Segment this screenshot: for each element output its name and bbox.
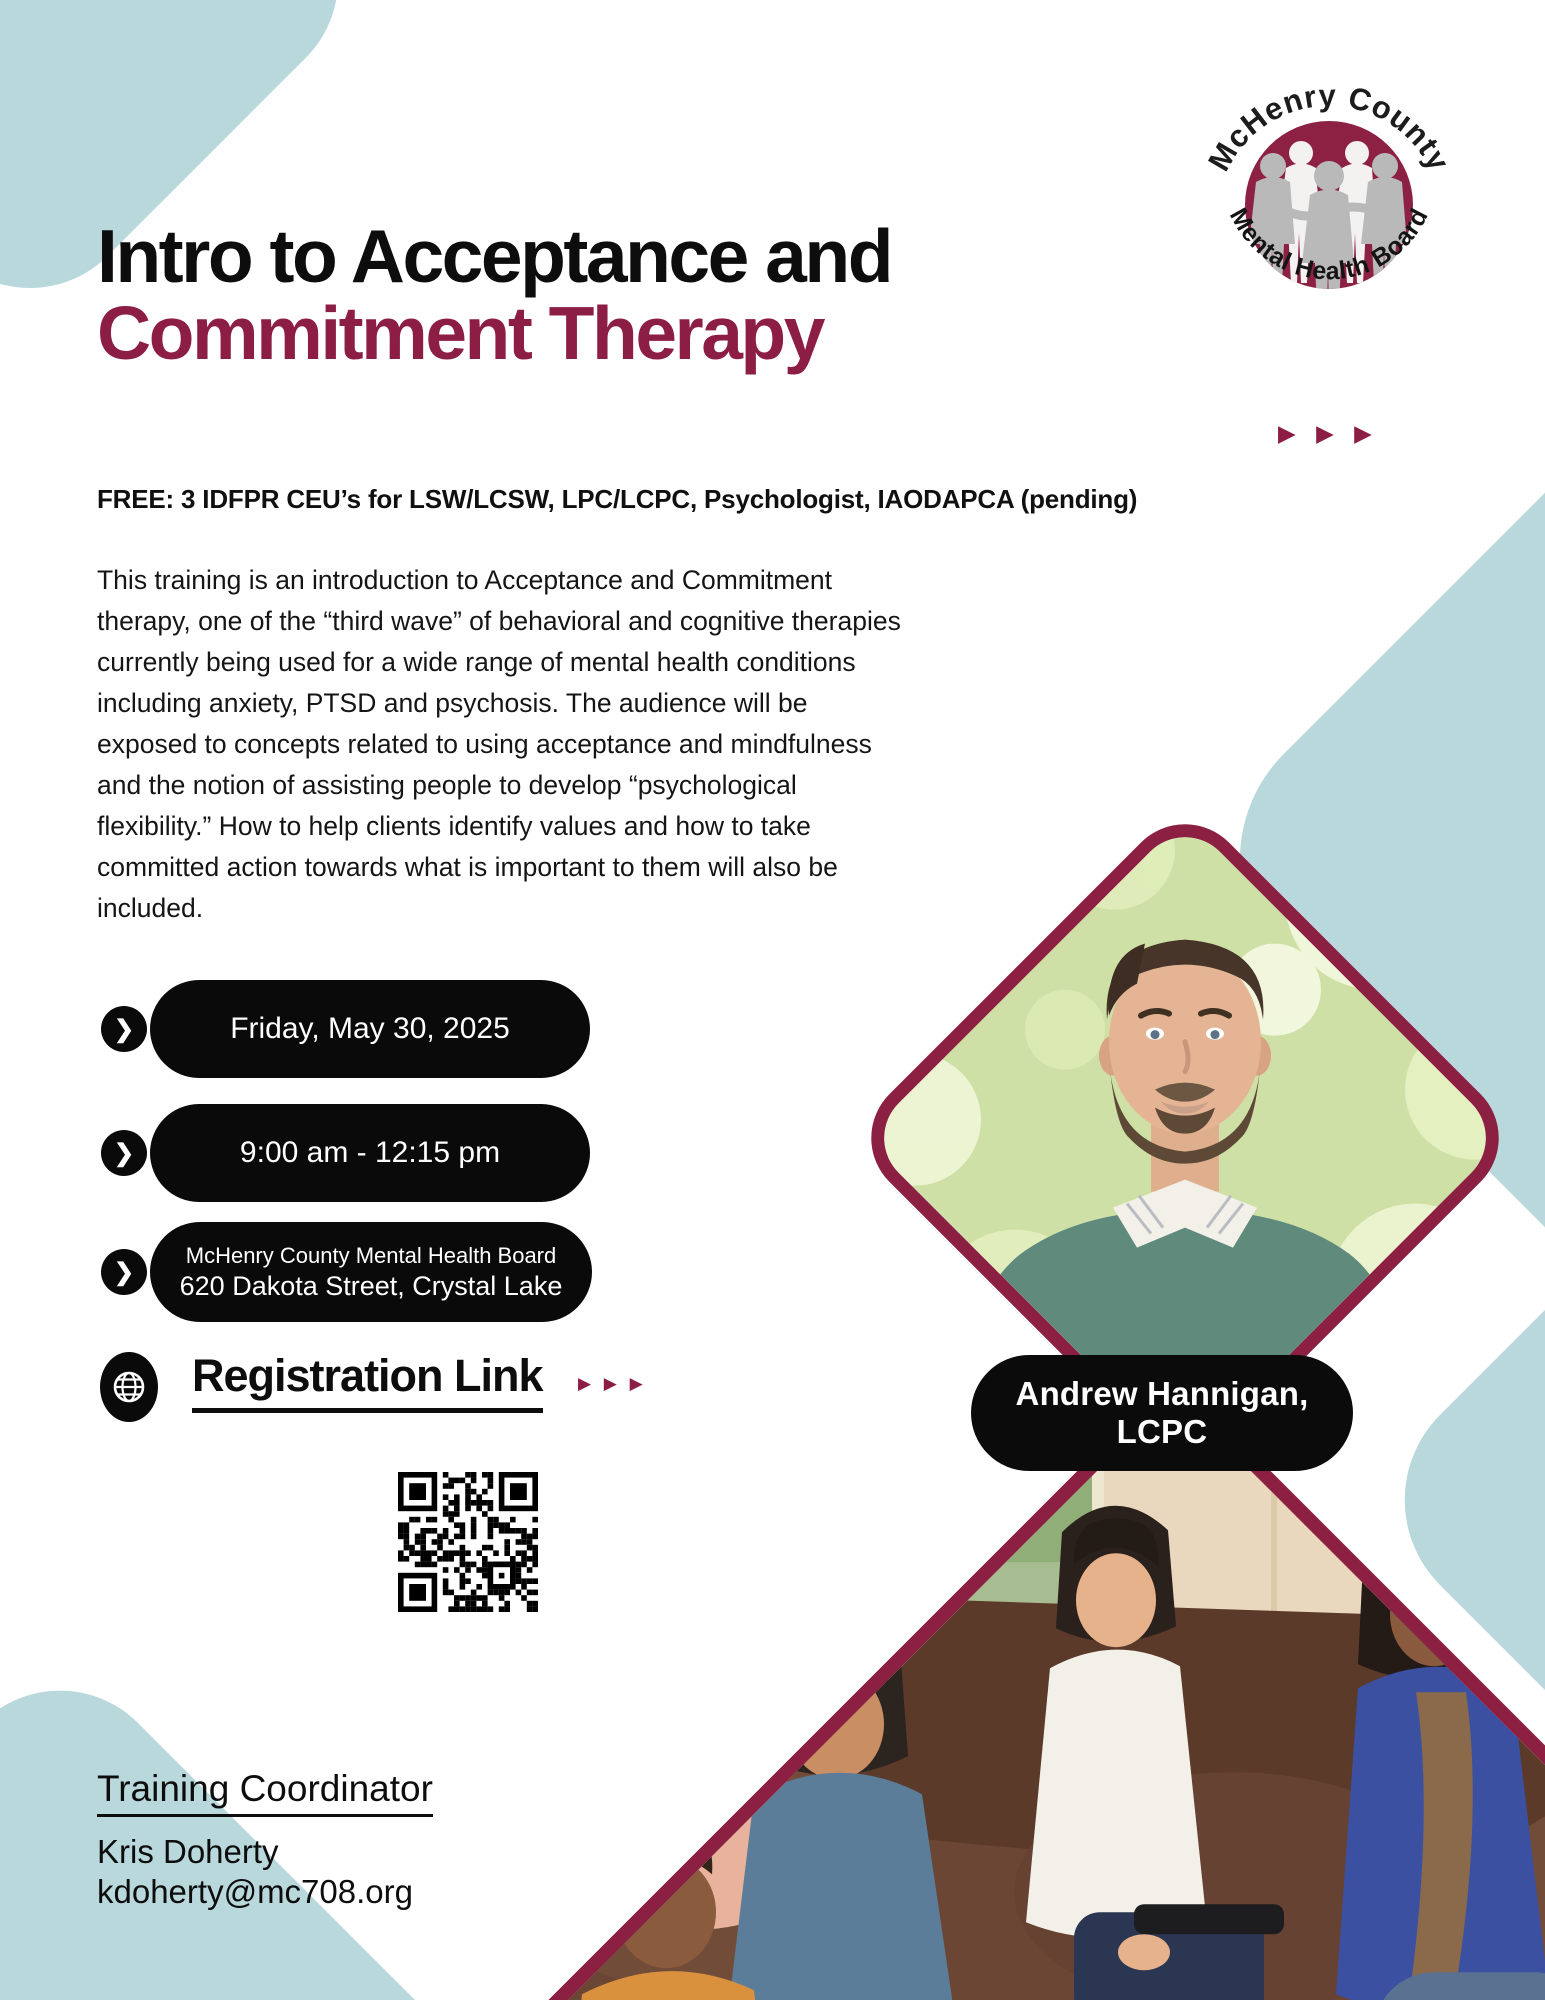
logo-arc-bottom-text: Mental Health Board: [1224, 203, 1434, 286]
page-title: [97, 214, 892, 375]
chevron-circle-icon: [101, 1249, 147, 1295]
date-pill: [150, 980, 590, 1078]
group-therapy-photo: [376, 1374, 1545, 2000]
coordinator-heading: Training Coordinator: [97, 1768, 433, 1817]
ceu-subtitle: FREE: 3 IDFPR CEU’s for LSW/LCSW, LPC/LCPC, Psychologist, IAODAPCA (pending): [97, 484, 1138, 514]
coordinator-email: kdoherty@mc708.org: [97, 1873, 413, 1910]
qr-code: [388, 1462, 548, 1622]
triple-arrow-icon: ▶ ▶ ▶: [578, 1374, 647, 1393]
time-pill: [150, 1104, 590, 1202]
chevron-icon: ❯: [113, 1139, 135, 1167]
location-pill: [150, 1222, 592, 1322]
event-date: Friday, May 30, 2025: [230, 1012, 510, 1045]
logo-people-silhouettes: [1249, 141, 1407, 331]
chevron-icon: ❯: [113, 1015, 135, 1043]
registration-link[interactable]: Registration Link: [192, 1350, 543, 1413]
coordinator-block: [97, 1768, 433, 1911]
speaker-name: Andrew Hannigan,: [1015, 1375, 1309, 1412]
title-line2: Commitment Therapy: [97, 290, 823, 375]
speaker-name-pill: [971, 1355, 1353, 1471]
location-name: McHenry County Mental Health Board: [185, 1243, 557, 1268]
globe-icon: [100, 1352, 158, 1422]
group-therapy-photo-diamond: [376, 1374, 1545, 2000]
chevron-circle-icon: [101, 1130, 147, 1176]
triple-arrow-icon: ▶ ▶ ▶: [1278, 420, 1379, 446]
logo-arc-top-text: McHenry County: [1201, 77, 1457, 177]
speaker-credential: LCPC: [1116, 1413, 1208, 1450]
training-description: This training is an introduction to Acceptance and Commitment therapy, one of the “third wave” of behavioral and cognitive therapies currently being used for a wide range of mental health conditions including anxiety, PTSD and psychosis. The audience will be exposed to concepts related to using acceptance and mindfulness and the notion of assisting people to develop “psychological flexibility.” How to help clients identify values and how to take committed action towards what is important to them will also be included.: [97, 565, 901, 923]
event-time: 9:00 am - 12:15 pm: [239, 1136, 501, 1169]
location-address: 620 Dakota Street, Crystal Lake: [179, 1271, 563, 1301]
chevron-circle-icon: [101, 1006, 147, 1052]
chevron-icon: ❯: [113, 1258, 135, 1286]
mchenry-county-mental-health-board-logo: [1185, 58, 1470, 343]
coordinator-name: Kris Doherty: [97, 1833, 279, 1870]
title-line1: Intro to Acceptance and: [97, 214, 892, 298]
